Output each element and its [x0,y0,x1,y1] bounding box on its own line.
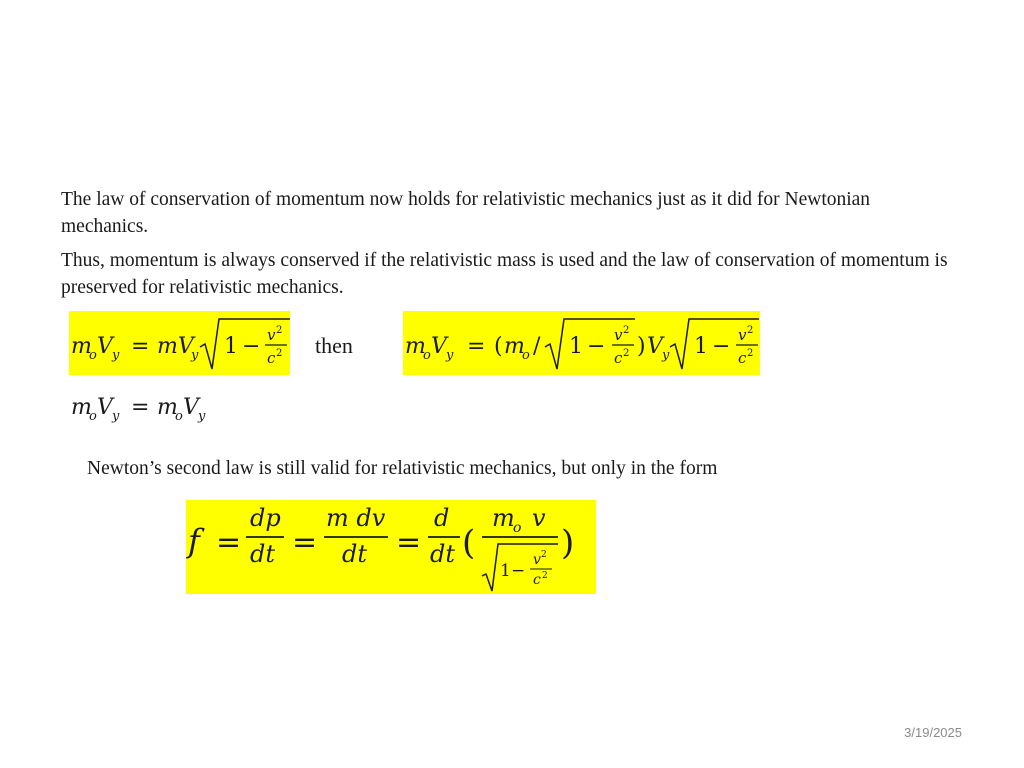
eq4-c-exp: 2 [542,571,548,581]
eq4-inner-num-sub: o [513,520,522,536]
eq2-num-exp-a: 2 [623,325,630,336]
paragraph-momentum-conservation: The law of conservation of momentum now holds for relativistic mechanics just as it did for Newtonian mechanics. [61,189,871,237]
eq3-lhs-vsub: y [112,409,120,424]
eq2-m-sub: o [522,348,530,363]
equation-relativistic-force [186,500,596,594]
eq2-num-exp-b: 2 [747,325,754,336]
equation-momentum-substituted [403,311,760,375]
eq1-lhs-sub: o [89,348,97,363]
equation-momentum-identity [69,390,229,426]
eq4-one: 1 [500,561,511,581]
eq4-inner-num-v: v [532,504,546,532]
eq2-minus-b: − [712,334,731,359]
eq2-den-exp-b: 2 [747,348,754,359]
eq4-frac2-num: m dv [326,504,386,532]
eq2-one-b: 1 [694,334,708,359]
eq2-lhs-v: V [431,334,447,359]
eq2-m: m [504,334,525,359]
eq2-lhs-vsub: y [446,348,454,363]
eq1-equals: = [131,334,150,359]
eq2-v: V [647,334,663,359]
eq2-lhs-sub: o [423,348,431,363]
eq1-den-c: c [267,349,276,367]
eq3-equals: = [131,395,150,420]
eq4-minus: − [511,561,526,581]
eq4-frac1-num: dp [250,504,281,532]
eq2-equals: = [467,334,486,359]
eq2-den-exp-a: 2 [623,348,630,359]
paragraph-newton-second-law: Newton’s second law is still valid for relativistic mechanics, but only in the form [87,458,718,479]
eq4-equals-2: = [292,525,318,560]
eq3-rhs-m: m [157,395,178,420]
eq4-inner-num-m: m [492,504,515,532]
eq4-equals-3: = [396,525,422,560]
eq1-den-exp: 2 [276,348,283,359]
eq2-close-paren: ) [637,334,646,359]
eq4-v: v [533,552,541,568]
eq2-den-c-b: c [738,349,747,367]
eq4-frac3-num: d [434,504,450,532]
eq2-num-v-b: v [738,326,747,344]
eq4-open-paren: ( [462,523,476,563]
eq2-v-sub: y [662,348,670,363]
eq1-rhs-sub: y [191,348,199,363]
then-word: then [315,333,353,358]
eq4-v-exp: 2 [541,550,547,560]
eq1-num-v: v [267,326,276,344]
equation-momentum-relation [69,311,290,375]
eq3-lhs-sub: o [89,409,97,424]
slide-date: 3/19/2025 [904,725,962,740]
paragraph-relativistic-mass: Thus, momentum is always conserved if the relativistic mass is used and the law of conservation of momentum is preserved for relativistic mechanics. [61,250,948,298]
eq1-num-exp: 2 [276,325,283,336]
eq2-open-paren: ( [494,334,503,359]
eq2-lhs-m: m [405,334,426,359]
eq3-rhs-v: V [183,395,199,420]
eq3-lhs-m: m [71,395,92,420]
eq4-frac2-den: dt [342,540,368,568]
eq1-one: 1 [224,334,238,359]
eq2-minus-a: − [587,334,606,359]
eq3-rhs-vsub: y [198,409,206,424]
eq1-lhs-vsub: y [112,348,120,363]
eq3-lhs-v: V [97,395,113,420]
eq2-den-c-a: c [614,349,623,367]
eq4-frac3-den: dt [430,540,456,568]
eq4-frac1-den: dt [250,540,276,568]
eq1-lhs-m: m [71,334,92,359]
eq1-minus: − [242,334,261,359]
eq3-rhs-sub: o [175,409,183,424]
eq4-equals-1: = [216,525,242,560]
eq4-close-paren: ) [561,523,575,563]
eq2-num-v-a: v [614,326,623,344]
eq2-one-a: 1 [569,334,583,359]
eq1-rhs-mv: mV [157,334,194,359]
eq4-c: c [533,572,541,588]
eq2-slash: / [533,334,541,359]
eq1-lhs-v: V [97,334,113,359]
eq4-f: f [188,522,200,560]
